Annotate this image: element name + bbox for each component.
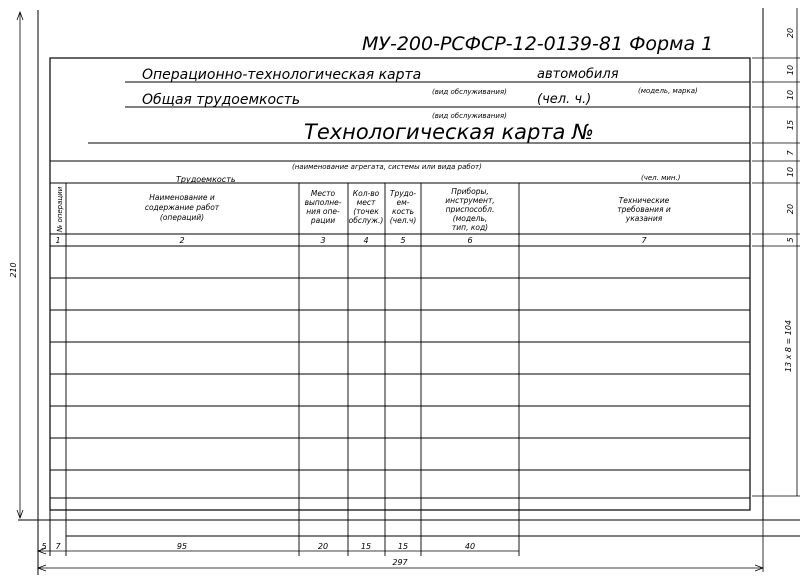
svg-text:требования и: требования и <box>617 205 671 214</box>
service-type-caption: (вид обслуживания) <box>432 88 507 96</box>
card-title: Операционно-технологическая карта <box>142 67 422 83</box>
svg-text:10: 10 <box>786 89 795 101</box>
svg-text:3: 3 <box>320 236 326 245</box>
total-labor: Общая трудоемкость <box>142 92 301 108</box>
svg-text:20: 20 <box>317 542 329 551</box>
svg-text:Место: Место <box>310 189 336 198</box>
labor-label: Трудоемкость <box>176 175 236 184</box>
col4-header <box>349 189 384 225</box>
svg-text:5: 5 <box>41 542 47 551</box>
svg-text:7: 7 <box>55 542 61 551</box>
man-hours: (чел. ч.) <box>537 92 592 107</box>
bottom-dimensions <box>41 542 475 567</box>
svg-text:20: 20 <box>786 203 795 215</box>
col3-header <box>305 189 342 225</box>
col5-header <box>390 189 417 225</box>
svg-text:Наименование и: Наименование и <box>149 193 215 202</box>
right-dimension-lines <box>752 8 800 496</box>
svg-text:тип, код): тип, код) <box>451 223 489 232</box>
svg-text:20: 20 <box>786 27 795 39</box>
svg-text:15: 15 <box>360 542 372 551</box>
svg-text:1: 1 <box>55 236 61 245</box>
svg-text:7: 7 <box>786 150 795 156</box>
tech-card-title: Технологическая карта № <box>304 120 594 144</box>
column-lines <box>50 183 519 556</box>
svg-text:6: 6 <box>467 236 473 245</box>
svg-text:10: 10 <box>786 64 795 76</box>
svg-text:ния опе-: ния опе- <box>306 207 340 216</box>
svg-text:40: 40 <box>464 542 476 551</box>
col2-header <box>145 193 220 222</box>
svg-text:10: 10 <box>786 166 795 178</box>
svg-text:Приборы,: Приборы, <box>451 187 489 196</box>
left-dimension: 210 <box>9 262 18 278</box>
svg-text:указания: указания <box>625 214 663 223</box>
svg-text:ем-: ем- <box>396 198 410 207</box>
svg-text:кость: кость <box>391 207 415 216</box>
vehicle-word: автомобиля <box>537 67 619 82</box>
svg-text:Технические: Технические <box>618 196 670 205</box>
svg-text:297: 297 <box>392 558 408 567</box>
svg-text:4: 4 <box>363 236 369 245</box>
svg-text:15: 15 <box>397 542 409 551</box>
svg-text:мест: мест <box>356 198 376 207</box>
svg-text:5: 5 <box>400 236 406 245</box>
svg-text:выполне-: выполне- <box>304 198 342 207</box>
svg-text:7: 7 <box>641 236 647 245</box>
form-code: МУ-200-РСФСР-12-0139-81 Форма 1 <box>362 33 714 55</box>
svg-text:содержание работ: содержание работ <box>144 203 220 212</box>
svg-text:13 х 8 = 104: 13 х 8 = 104 <box>784 319 793 373</box>
man-minutes: (чел. мин.) <box>641 174 681 182</box>
svg-text:95: 95 <box>176 542 188 551</box>
right-dimensions <box>784 28 795 372</box>
svg-text:приспособл.: приспособл. <box>445 205 495 214</box>
column-numbers <box>55 236 647 245</box>
svg-text:рации: рации <box>310 216 336 225</box>
svg-text:5: 5 <box>786 237 795 243</box>
svg-text:(операций): (операций) <box>159 213 205 222</box>
svg-text:инструмент,: инструмент, <box>445 196 495 205</box>
svg-text:Трудо-: Трудо- <box>389 189 417 198</box>
col1-header: № операции <box>56 186 64 232</box>
svg-text:2: 2 <box>179 236 185 245</box>
svg-text:(модель,: (модель, <box>452 214 488 223</box>
svg-text:15: 15 <box>786 119 795 131</box>
service-type-caption-2: (вид обслуживания) <box>432 112 507 120</box>
svg-text:(точек: (точек <box>353 207 379 216</box>
svg-text:Кол-во: Кол-во <box>352 189 380 198</box>
svg-text:обслуж.): обслуж.) <box>348 216 384 225</box>
col6-header <box>445 187 494 232</box>
model-caption: (модель, марка) <box>638 87 698 95</box>
row-lines <box>50 278 750 498</box>
unit-caption: (наименование агрегата, системы или вида работ) <box>292 163 482 171</box>
svg-text:(чел.ч): (чел.ч) <box>389 216 417 225</box>
col7-header <box>617 196 671 223</box>
